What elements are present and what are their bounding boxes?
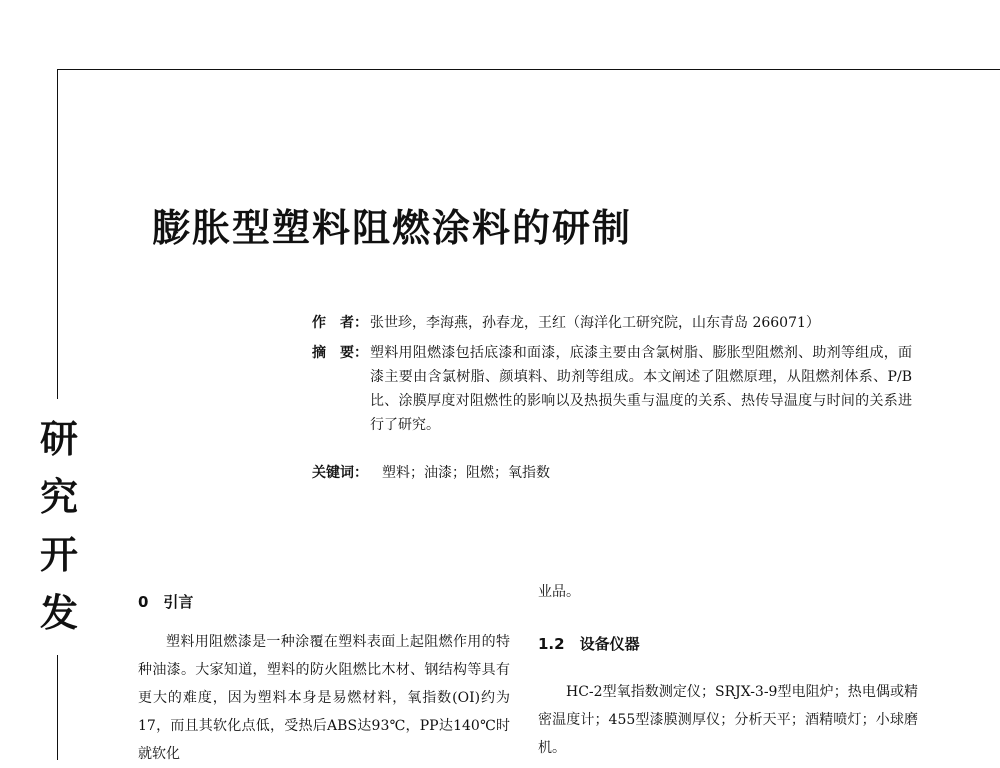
- body-paragraph: HC-2型氧指数测定仪；SRJX-3-9型电阻炉；热电偶或精密温度计；455型漆膜测厚仪；分析天平；酒精喷灯；小球磨机。: [538, 684, 918, 756]
- body-paragraph-continuation: 业品。: [538, 584, 580, 600]
- abstract-block: [312, 341, 912, 437]
- page-frame-top-rule: [58, 69, 1000, 70]
- body-column-right: [538, 578, 918, 762]
- authors-block: [312, 311, 912, 335]
- authors-label: 作 者：: [312, 315, 368, 331]
- side-label-char: 研: [39, 417, 78, 461]
- keywords-label: 关键词：: [312, 465, 368, 481]
- page-frame-left-rule-lower: [57, 655, 58, 760]
- page-frame-left-rule: [57, 69, 58, 399]
- section-heading-equipment: 1.2 设备仪器: [538, 635, 640, 653]
- abstract-text: 塑料用阻燃漆包括底漆和面漆，底漆主要由含氯树脂、膨胀型阻燃剂、助剂等组成，面漆主要由含氯树脂、颜填料、助剂等组成。本文阐述了阻燃原理，从阻燃剂体系、P/B比、涂膜厚度对阻燃性的影响以及热损失重与温度的关系、热传导温度与时间的关系进行了研究。: [370, 345, 912, 433]
- side-label-char: 究: [39, 475, 78, 519]
- side-label-char: 发: [39, 591, 78, 635]
- keywords-block: [312, 461, 912, 485]
- body-column-left: [138, 590, 510, 768]
- side-label-char: 开: [39, 533, 78, 577]
- article-title: 膨胀型塑料阻燃涂料的研制: [152, 206, 633, 250]
- authors-text: 张世珍，李海燕，孙春龙，王红（海洋化工研究院，山东青岛 266071）: [370, 315, 820, 331]
- keywords-text: 塑料；油漆；阻燃；氧指数: [382, 465, 550, 481]
- abstract-label: 摘 要：: [312, 345, 368, 361]
- body-paragraph: 塑料用阻燃漆是一种涂覆在塑料表面上起阻燃作用的特种油漆。大家知道，塑料的防火阻燃比木材、钢结构等具有更大的难度，因为塑料本身是易燃材料，氧指数(OI)约为17，而且其软化点低，受热后ABS达93℃，PP达140℃时就软化: [138, 634, 510, 762]
- section-side-label: [36, 410, 82, 642]
- section-heading-introduction: 0 引言: [138, 593, 194, 611]
